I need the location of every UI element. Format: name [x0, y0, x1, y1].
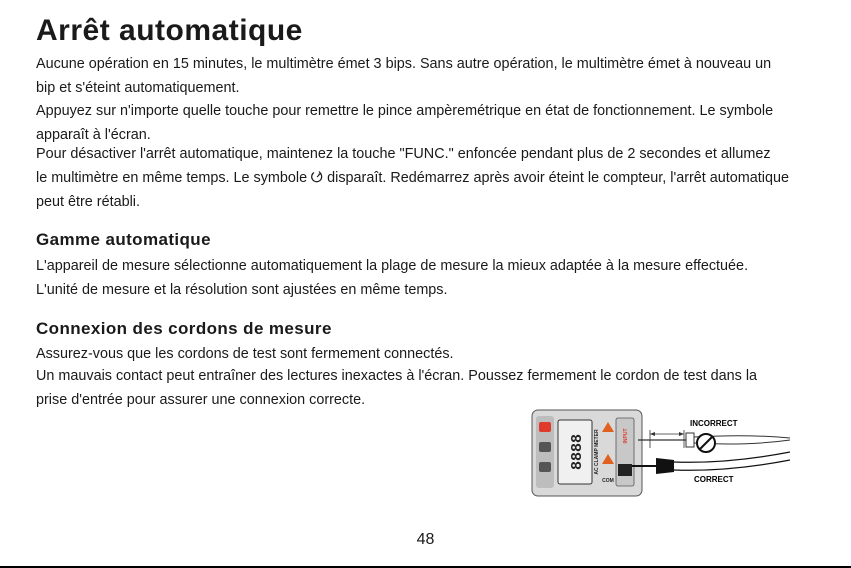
incorrect-lead: [638, 419, 790, 452]
correct-lead: [632, 452, 790, 484]
auto-off-paragraph-2: Appuyez sur n'importe quelle touche pour remettre le pince ampèremétrique en état de fonctionnement. Le symbole apparaît à l'écran.: [36, 103, 774, 143]
page-number: 48: [416, 531, 435, 548]
incorrect-label: INCORRECT: [690, 419, 738, 428]
device-text: AC CLAMP METER: [594, 429, 600, 475]
auto-off-paragraph-3-part-2: disparaît. Redémarrez après avoir éteint le compteur, l'arrêt automatique peut être rétabli.: [36, 170, 790, 210]
leads-paragraph-1: Assurez-vous que les cordons de test sont fermement connectés.: [36, 346, 454, 362]
test-lead-connection-figure: [528, 408, 798, 500]
auto-power-off-icon: [310, 168, 324, 182]
jack-com-label: COM: [602, 478, 614, 484]
auto-off-paragraph-1: Aucune opération en 15 minutes, le multimètre émet 3 bips. Sans autre opération, le multimètre émet à nouveau un bip et s'éteint automatiquement.: [36, 56, 772, 96]
auto-range-heading: Gamme automatique: [36, 230, 211, 249]
clamp-meter-illustration: [532, 410, 642, 496]
leads-paragraph-2: Un mauvais contact peut entraîner des lectures inexactes à l'écran. Poussez fermement le cordon de test dans la prise d'entrée pour assurer une connexion correcte.: [36, 368, 758, 408]
page-title: Arrêt automatique: [36, 14, 303, 47]
auto-off-paragraph-3: [36, 142, 836, 214]
auto-range-paragraph: L'appareil de mesure sélectionne automatiquement la plage de mesure la mieux adaptée à la mesure effectuée. L'unité de mesure et la résolution sont ajustées en même temps.: [36, 258, 749, 298]
display-digits: 8888: [569, 433, 586, 471]
auto-off-paragraph-3-part-1: Pour désactiver l'arrêt automatique, maintenez la touche "FUNC." enfoncée pendant plus de 2 secondes et allumez le multimètre en même temps. Le symbole: [36, 146, 771, 186]
correct-label: CORRECT: [694, 475, 734, 484]
jack-input-label: INPUT: [623, 428, 629, 444]
leads-heading: Connexion des cordons de mesure: [36, 319, 332, 338]
